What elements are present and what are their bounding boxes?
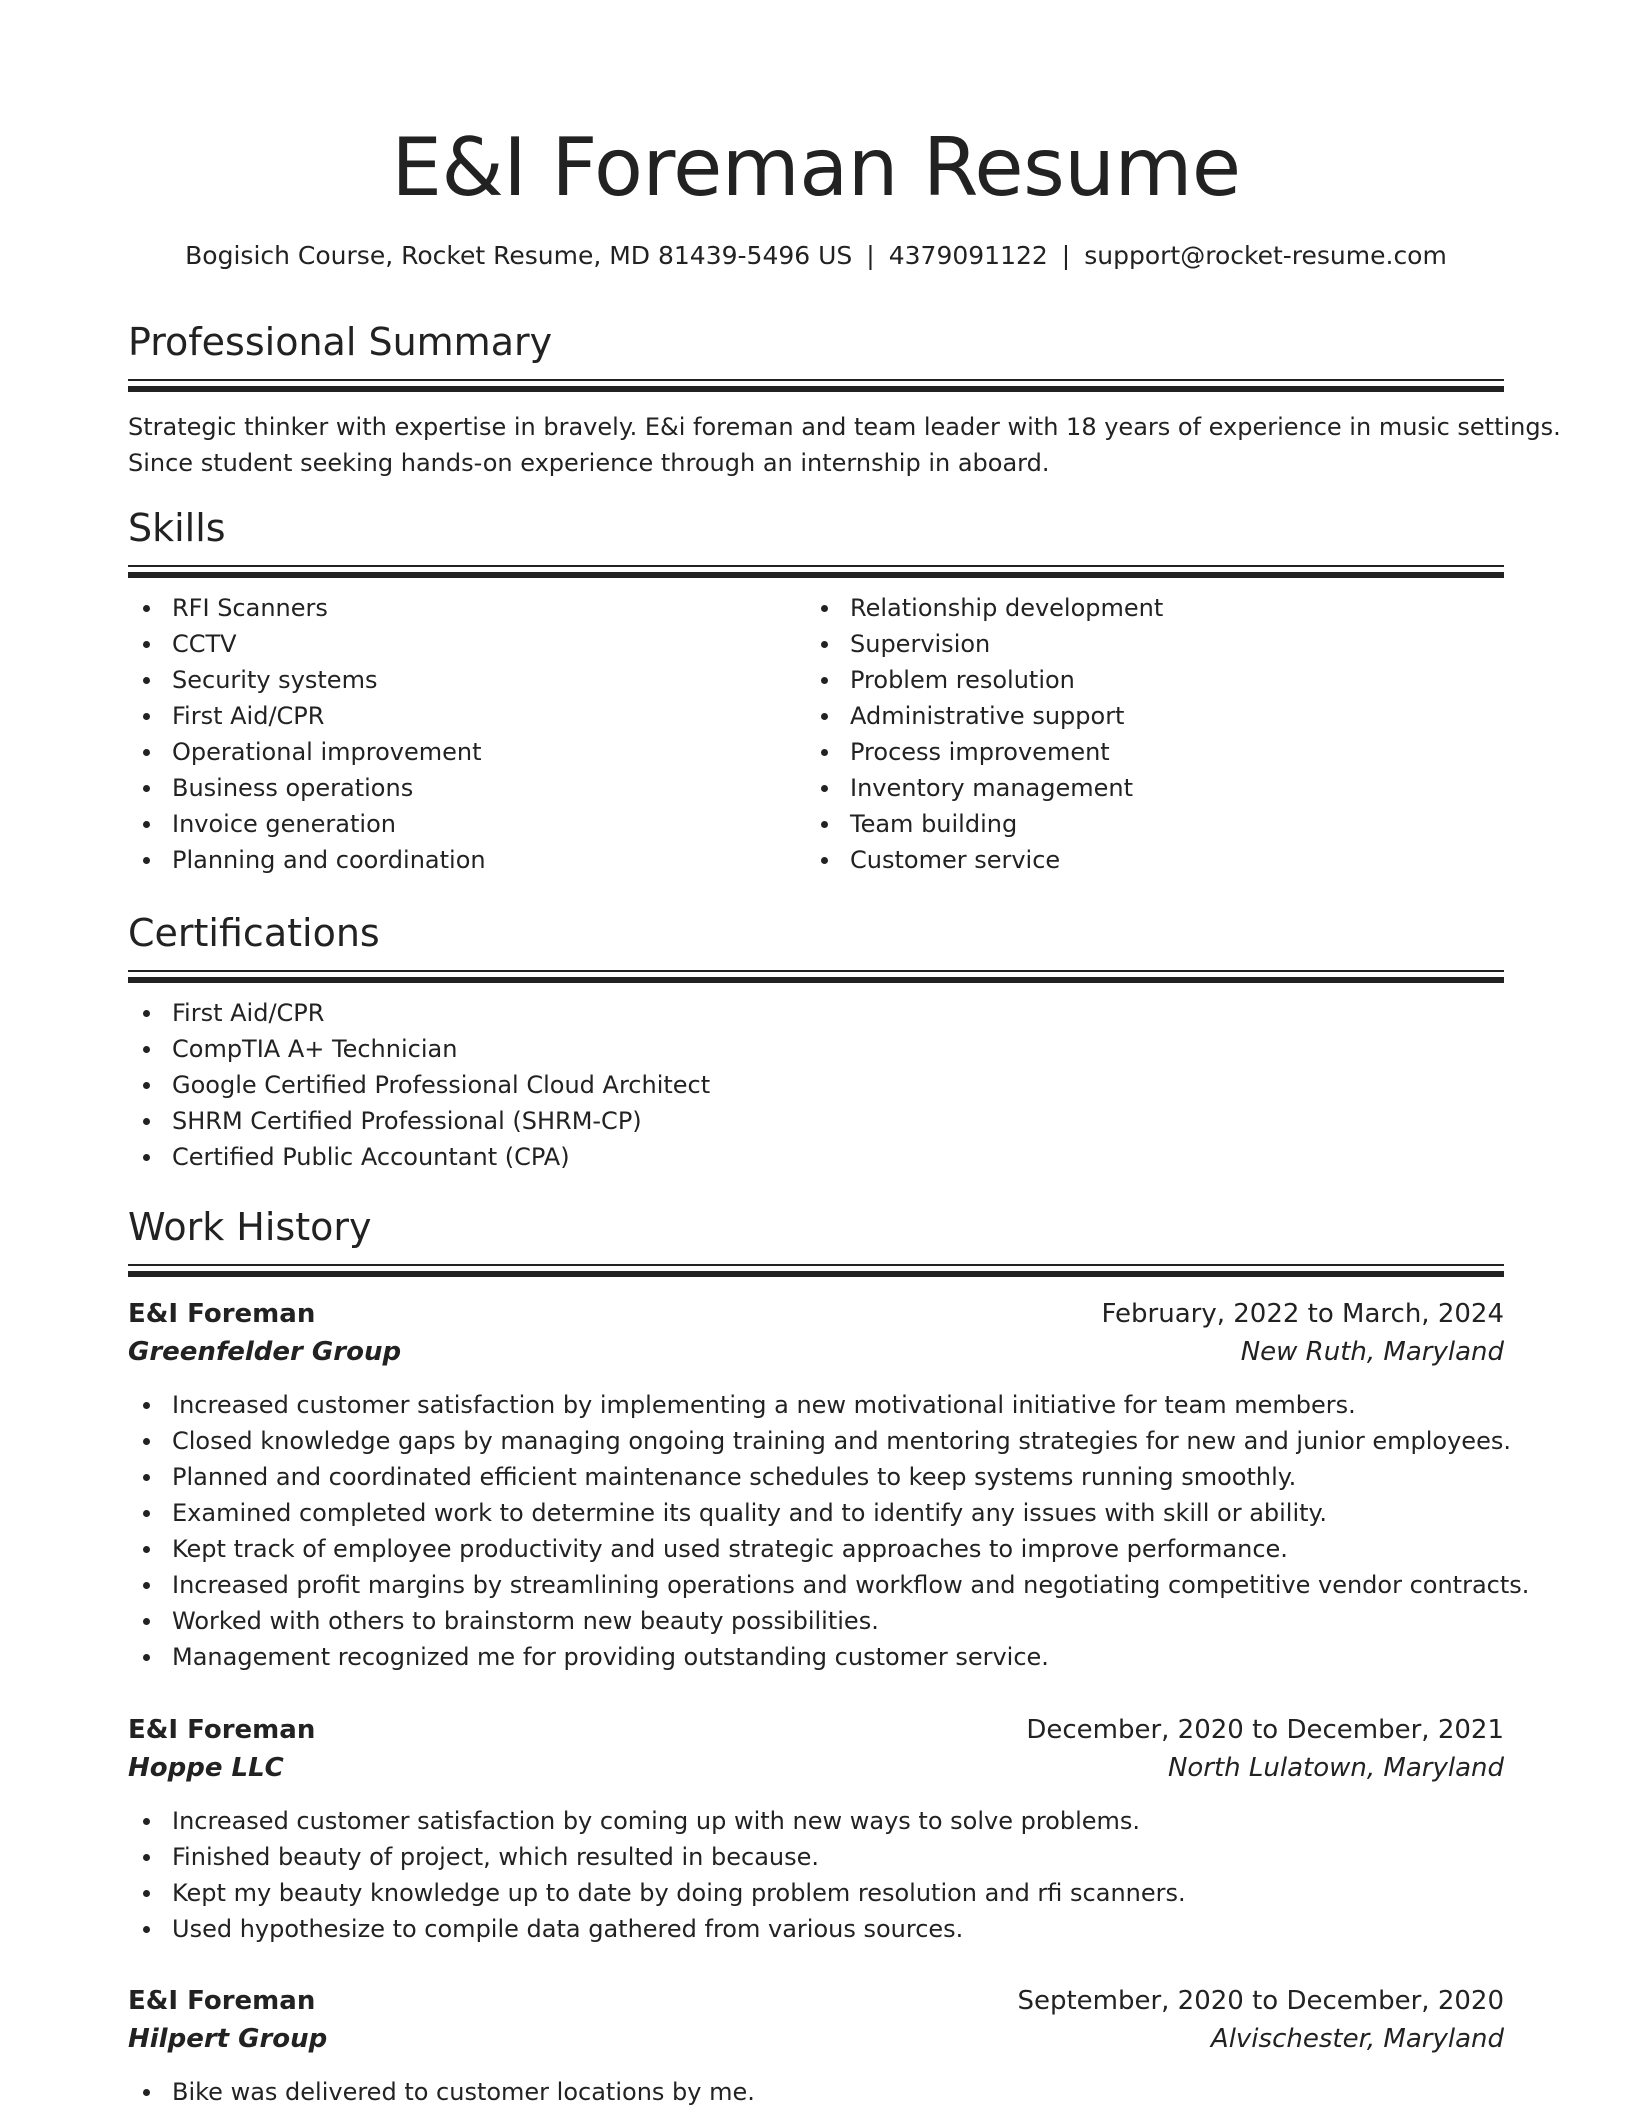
- list-item: First Aid/CPR: [128, 995, 1504, 1031]
- list-item: RFI Scanners: [128, 590, 486, 626]
- skills-columns: [128, 590, 1504, 890]
- contact-email[interactable]: support@rocket-resume.com: [1084, 241, 1447, 270]
- summary-section: [128, 317, 1561, 481]
- section-heading-certifications: Certifications: [128, 911, 380, 955]
- job-header-row: [128, 1982, 1504, 2020]
- job-header-row: [128, 1711, 1504, 1749]
- list-item: Problem resolution: [806, 662, 1163, 698]
- section-divider: [128, 1264, 1504, 1278]
- list-item: Management recognized me for providing outstanding customer service.: [128, 1639, 1504, 1675]
- section-divider: [128, 970, 1504, 984]
- job-company: Greenfelder Group: [128, 1337, 402, 1367]
- contact-phone: 4379091122: [888, 241, 1048, 270]
- job-entry: [128, 1711, 1504, 1947]
- list-item: Inventory management: [806, 770, 1163, 806]
- resume-title: E&I Foreman Resume: [391, 121, 1241, 214]
- list-item: Examined completed work to determine its quality and to identify any issues with skill or ability.: [128, 1495, 1504, 1531]
- list-item: Supervision: [806, 626, 1163, 662]
- job-dates: February, 2022 to March, 2024: [1101, 1299, 1504, 1329]
- list-item: Certified Public Accountant (CPA): [128, 1139, 1504, 1175]
- list-item: Closed knowledge gaps by managing ongoing training and mentoring strategies for new and junior employees.: [128, 1423, 1504, 1459]
- list-item: Used hypothesize to compile data gathered from various sources.: [128, 1911, 1504, 1947]
- contact-separator: |: [1061, 241, 1071, 270]
- job-location: Alvischester, Maryland: [1210, 2024, 1504, 2054]
- job-title: E&I Foreman: [128, 1299, 316, 1329]
- job-bullets: [128, 2074, 1504, 2110]
- job-entry: [128, 1295, 1530, 1675]
- list-item: Process improvement: [806, 734, 1163, 770]
- list-item: Customer service: [806, 842, 1163, 878]
- job-bullets: [128, 1803, 1504, 1947]
- skills-list-left: [128, 590, 486, 878]
- summary-line: Since student seeking hands-on experience through an internship in aboard.: [128, 449, 1050, 477]
- list-item: Kept track of employee productivity and used strategic approaches to improve performance.: [128, 1531, 1504, 1567]
- job-company: Hoppe LLC: [128, 1753, 284, 1783]
- job-company-row: [128, 1333, 1504, 1371]
- list-item: Invoice generation: [128, 806, 486, 842]
- contact-line: [128, 238, 1504, 274]
- job-dates: September, 2020 to December, 2020: [1017, 1986, 1504, 2016]
- certifications-section: [128, 908, 1504, 1175]
- contact-address: Bogisich Course, Rocket Resume, MD 81439-5496 US: [185, 241, 853, 270]
- job-title: E&I Foreman: [128, 1986, 316, 2016]
- list-item: Planning and coordination: [128, 842, 486, 878]
- list-item: Administrative support: [806, 698, 1163, 734]
- list-item: CCTV: [128, 626, 486, 662]
- list-item: Security systems: [128, 662, 486, 698]
- skills-section: [128, 503, 1504, 890]
- list-item: Business operations: [128, 770, 486, 806]
- section-divider: [128, 565, 1504, 579]
- list-item: Relationship development: [806, 590, 1163, 626]
- job-location: New Ruth, Maryland: [1240, 1337, 1504, 1367]
- job-bullets: [128, 1387, 1530, 1675]
- list-item: Increased customer satisfaction by coming up with new ways to solve problems.: [128, 1803, 1504, 1839]
- job-title: E&I Foreman: [128, 1715, 316, 1745]
- list-item: Increased profit margins by streamlining operations and workflow and negotiating competitive vendor contracts.: [128, 1567, 1504, 1603]
- job-location: North Lulatown, Maryland: [1167, 1753, 1504, 1783]
- list-item: Google Certified Professional Cloud Architect: [128, 1067, 1504, 1103]
- job-dates: December, 2020 to December, 2021: [1026, 1715, 1504, 1745]
- list-item: Operational improvement: [128, 734, 486, 770]
- section-heading-skills: Skills: [128, 506, 226, 550]
- contact-separator: |: [866, 241, 875, 270]
- summary-text: [128, 409, 1561, 481]
- work-history-section: [128, 1202, 1504, 1278]
- section-divider: [128, 379, 1504, 393]
- list-item: Increased customer satisfaction by implementing a new motivational initiative for team members.: [128, 1387, 1504, 1423]
- job-company-row: [128, 1749, 1504, 1787]
- skills-list-right: [806, 590, 1163, 878]
- summary-line: Strategic thinker with expertise in bravely. E&i foreman and team leader with 18 years of experience in music settings.: [128, 413, 1561, 441]
- list-item: SHRM Certified Professional (SHRM-CP): [128, 1103, 1504, 1139]
- list-item: CompTIA A+ Technician: [128, 1031, 1504, 1067]
- list-item: First Aid/CPR: [128, 698, 486, 734]
- list-item: Planned and coordinated efficient maintenance schedules to keep systems running smoothly.: [128, 1459, 1504, 1495]
- list-item: Team building: [806, 806, 1163, 842]
- section-heading-summary: Professional Summary: [128, 320, 553, 364]
- list-item: Worked with others to brainstorm new beauty possibilities.: [128, 1603, 1504, 1639]
- job-entry: [128, 1982, 1504, 2110]
- certifications-list: [128, 995, 1504, 1175]
- list-item: Bike was delivered to customer locations by me.: [128, 2074, 1504, 2110]
- job-header-row: [128, 1295, 1504, 1333]
- list-item: Finished beauty of project, which resulted in because.: [128, 1839, 1504, 1875]
- section-heading-work-history: Work History: [128, 1205, 372, 1249]
- job-company-row: [128, 2020, 1504, 2058]
- list-item: Kept my beauty knowledge up to date by doing problem resolution and rfi scanners.: [128, 1875, 1504, 1911]
- job-company: Hilpert Group: [128, 2024, 328, 2054]
